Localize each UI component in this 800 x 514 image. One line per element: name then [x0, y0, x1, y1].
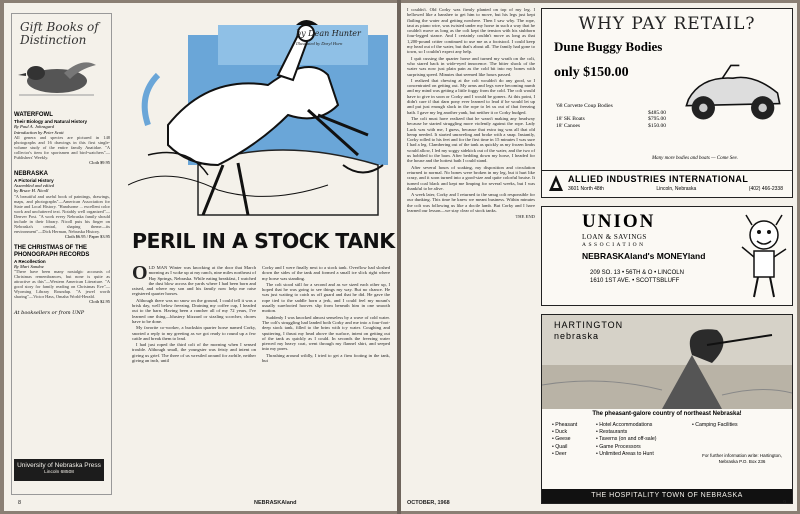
- camping-list: • Camping Facilities: [692, 422, 738, 428]
- magazine-name: NEBRASKAland: [254, 500, 297, 506]
- ad-headline: WHY PAY RETAIL?: [578, 14, 756, 34]
- ad-company-footer: ALLIED INDUSTRIES INTERNATIONAL 3601 North 48th Lincoln, Nebraska (402) 466-2338: [542, 170, 792, 197]
- sidebar-frame: [11, 13, 112, 495]
- hartington-ad: [541, 314, 793, 504]
- hartington-tagline: The pheasant-galore country of northeast Nebraska!: [592, 411, 742, 417]
- left-page: [4, 3, 397, 511]
- article-column-1: OLD MAN Winter was knocking at the door that March morning as I woke up at my ranch, nine miles northeast of Hay Springs, Nebraska. While eating breakfast, I watched the dust blow across the yards where I had been born and raised, and where my son and his family now help me raise registered quarter horses. Although there was no snow on the ground, I could tell it was a brisk day, well below freezing. Draining my coffee cup, I headed out to the barn. Having been a rancher all of my 72 years, I've learned one thing—blustery blizzard or sizzling scorcher, chores have to be done. My favorite co-worker, a buckskin quarter horse named Corky, snorted a reply to my greeting as we got ready to round up a few cattle and break them to lead. I had just roped the third colt of the morning when I sensed trouble. Although small, the youngster was feisty and intent on giving us grief. The three of us wrestled around for awhile, neither giving an inch, until: [132, 262, 256, 364]
- hartington-contact: For further information write: Hartington, Nebraska P.O. Box 236: [702, 453, 782, 464]
- ad-more-note: Many more bodies and boats — Come See.: [652, 156, 738, 161]
- article-headline: PERIL IN A STOCK TANK: [132, 229, 395, 253]
- gift-books-logo: Gift Books of Distinction: [20, 20, 99, 47]
- town-name: HARTINGTON: [554, 320, 624, 330]
- page-number-left: 8: [18, 500, 22, 506]
- dune-buggy-ad: [541, 8, 793, 198]
- union-addresses: 209 SO. 13 • 56TH & O • LINCOLN 1610 1ST AVE. • SCOTTSBLUFF: [590, 270, 684, 284]
- amenity-list: • Hotel Accommodations • Restaurants • Taverns (on and off-sale) • Game Processors • Unlimited Areas to Hunt: [596, 422, 657, 457]
- book-waterfowl: WATERFOWL Their Biology and Natural History By Paul A. Johnsgard Introduction by Peter Scott All genera and species are pictured in 148 photographs and 16 drawings in this first single-volume study of the entire family Anatidae. "A collector's item for sportsmen and bird-watchers"—Publishers' Weekly. Cloth $9.95: [14, 112, 110, 165]
- state-name: nebraska: [554, 331, 600, 341]
- union-name: UNION: [582, 211, 656, 232]
- union-loan-ad: UNION LOAN & SAVINGS ASSOCIATION NEBRASKAland's MONEYland 209 SO. 13 • 56TH & O • LINCOLN 1610 1ST AVE. • SCOTTSBLUFF: [541, 206, 793, 306]
- right-page: [401, 3, 797, 511]
- money-mascot-icon: [738, 213, 788, 301]
- press-logo-box: [14, 459, 104, 481]
- book-christmas: THE CHRISTMAS OF THE PHONOGRAPH RECORDS A Recollection By Mari Sandoz "There have been many nostalgic accounts of Christmas remembrances, but none is quite as attractive as this"—Western American Literature. "A good story for family reading on Christmas Eve"—Wyoming Library Roundup. "A jewel worth sharing"—Victor Hass, Omaha World-Herald. Cloth $2.95: [14, 244, 110, 305]
- game-list: • Pheasant • Duck • Geese • Quail • Deer: [552, 422, 578, 457]
- book-ad-sidebar: [14, 17, 110, 487]
- the-end: THE END: [515, 214, 535, 220]
- price-list: '68 Corvette Coup Bodies $485.00 18' SK Boats $795.00 18' Canoes $150.00: [556, 103, 666, 129]
- cowboy-horse-illustration: [128, 15, 390, 221]
- article-continued-column: I couldn't. Old Corky was firmly planted on top of my leg. I bellowed like a banshee to get him to move, but his legs just kept flailing the water and getting nowhere. Then I saw why. The rope, taut as piano wire, was twisted under my horse in such a way that he couldn't move as long as the colt kept the tension with his stubborn four-legged stance. And I certainly couldn't move as long as that 1,200-pound critter continued to use me as a footstool. I could keep my head out of the water, but that's about all. The family had gone to town, so I couldn't expect any help. I quit cussing the quarter horse and turned my wrath on the colt, who stared back in wide-eyed innocence. The bitter shock of the water was now just plain pain as the cold bit into my bones with surprising speed. Minutes that seemed like hours passed. I realized that chewing at the colt wouldn't do any good, so I concentrated on getting out. My arms and legs were becoming numb and my mind was getting a little foggy from the cold. The colt would have to give in soon or Corky and I would be goners. At this point, I didn't care if that darn pony ever learned to lead if he would let up and put just enough slack in the rope to let us out of that freezing bath. I gave my leg another yank, but neither it or Corky budged. The colt must have realized that he wasn't making any headway because he started struggling more violently against the rope. Lady Luck was with me, I guess, because that extra tug was all that old hemp needed. It started unraveling and broke with a snap. Instantly, Corky rolled to his feet and for the first time in 15 minutes I was sure I had a leg. Clambering out of the tank as quickly as my frozen limbs would allow, I led my soggy sidekick out of the water, and the two of us hobbled to the barn. After bedding down my horse, I headed for the house and the hottest bath I could stand. After several hours of soaking, my disposition and circulation returned to normal. No bones were broken in my leg, but it hurt like crazy, and it soon turned into a good-size and quite colorful bruise. It turned coal black and kept me limping for several weeks, but I was thankful to be alive. A week later, Corky and I returned to the smug colt responsible for our dunking. This time he knew we meant business. Within minutes the colt was following us like a docile lamb. But Corky and I have learned our lesson—we stay clear of stock tanks. THE END: [407, 7, 535, 220]
- illustrator-credit: Illustrated by Daryl Horn: [296, 41, 343, 46]
- article-column-2: Corky and I were finally next to a stock tank. Overflow had sloshed down the sides of the tank and formed a small ice slick right where my horse was standing. The colt stood still for a second and as we sized each other up, I hoped that he was going to see things my way. But no chance. He was just waiting to catch us off guard and that he did. He gave the rope tied to the saddle horn a jerk, and I could feel my mount's usually surefooted hooves slip from beneath him in one smooth motion. Suddenly I was knocked almost senseless by a wave of cold water. The colt's struggling had landed both Corky and me into a four-foot-deep stock tank, filled to the brim with icy water. Coughing and sputtering, I thrust my head above the surface, intent on getting out of the tank as quickly as I could. In seconds the freezing water pierced my heavy coat, went through my flannel shirt, and seeped into my pores. Thrashing around wildly, I tried to get a firm footing in the tank, but: [262, 265, 390, 364]
- press-city: Lincoln 68508: [44, 470, 74, 475]
- allied-logo-icon: [548, 174, 564, 192]
- page-number-right: 9: [783, 500, 787, 506]
- dune-buggy-icon: [680, 61, 786, 125]
- bookseller-note: At booksellers or from UNP: [14, 310, 85, 317]
- ad-product: Dune Buggy Bodies: [554, 39, 663, 54]
- book-nebraska: NEBRASKA A Pictorial History Assembled and edited by Bruce H. Nicoll "A beautiful and useful book of paintings, drawings, maps, and photographs"—American Association for State and Local History. "Handsome ... excellent color work and uncluttered text. Notably well organized"—Denver Post. "A work every Nebraska family should include in their library. Nicoll puts his finger on Nebraska's central, shaping theme—its environment"—Dick Herman, Nebraska History. Cloth $6.95 / Paper $3.95: [14, 170, 110, 239]
- hospitality-banner: THE HOSPITALITY TOWN OF NEBRASKA: [542, 489, 792, 503]
- drop-cap: O: [132, 262, 148, 284]
- issue-date: OCTOBER, 1968: [407, 500, 450, 506]
- press-name: University of Nebraska Press: [17, 462, 101, 469]
- union-slogan: NEBRASKAland's MONEYland: [582, 251, 706, 261]
- ad-price: only $150.00: [554, 65, 629, 80]
- article-byline: by Dean Hunter: [296, 29, 361, 38]
